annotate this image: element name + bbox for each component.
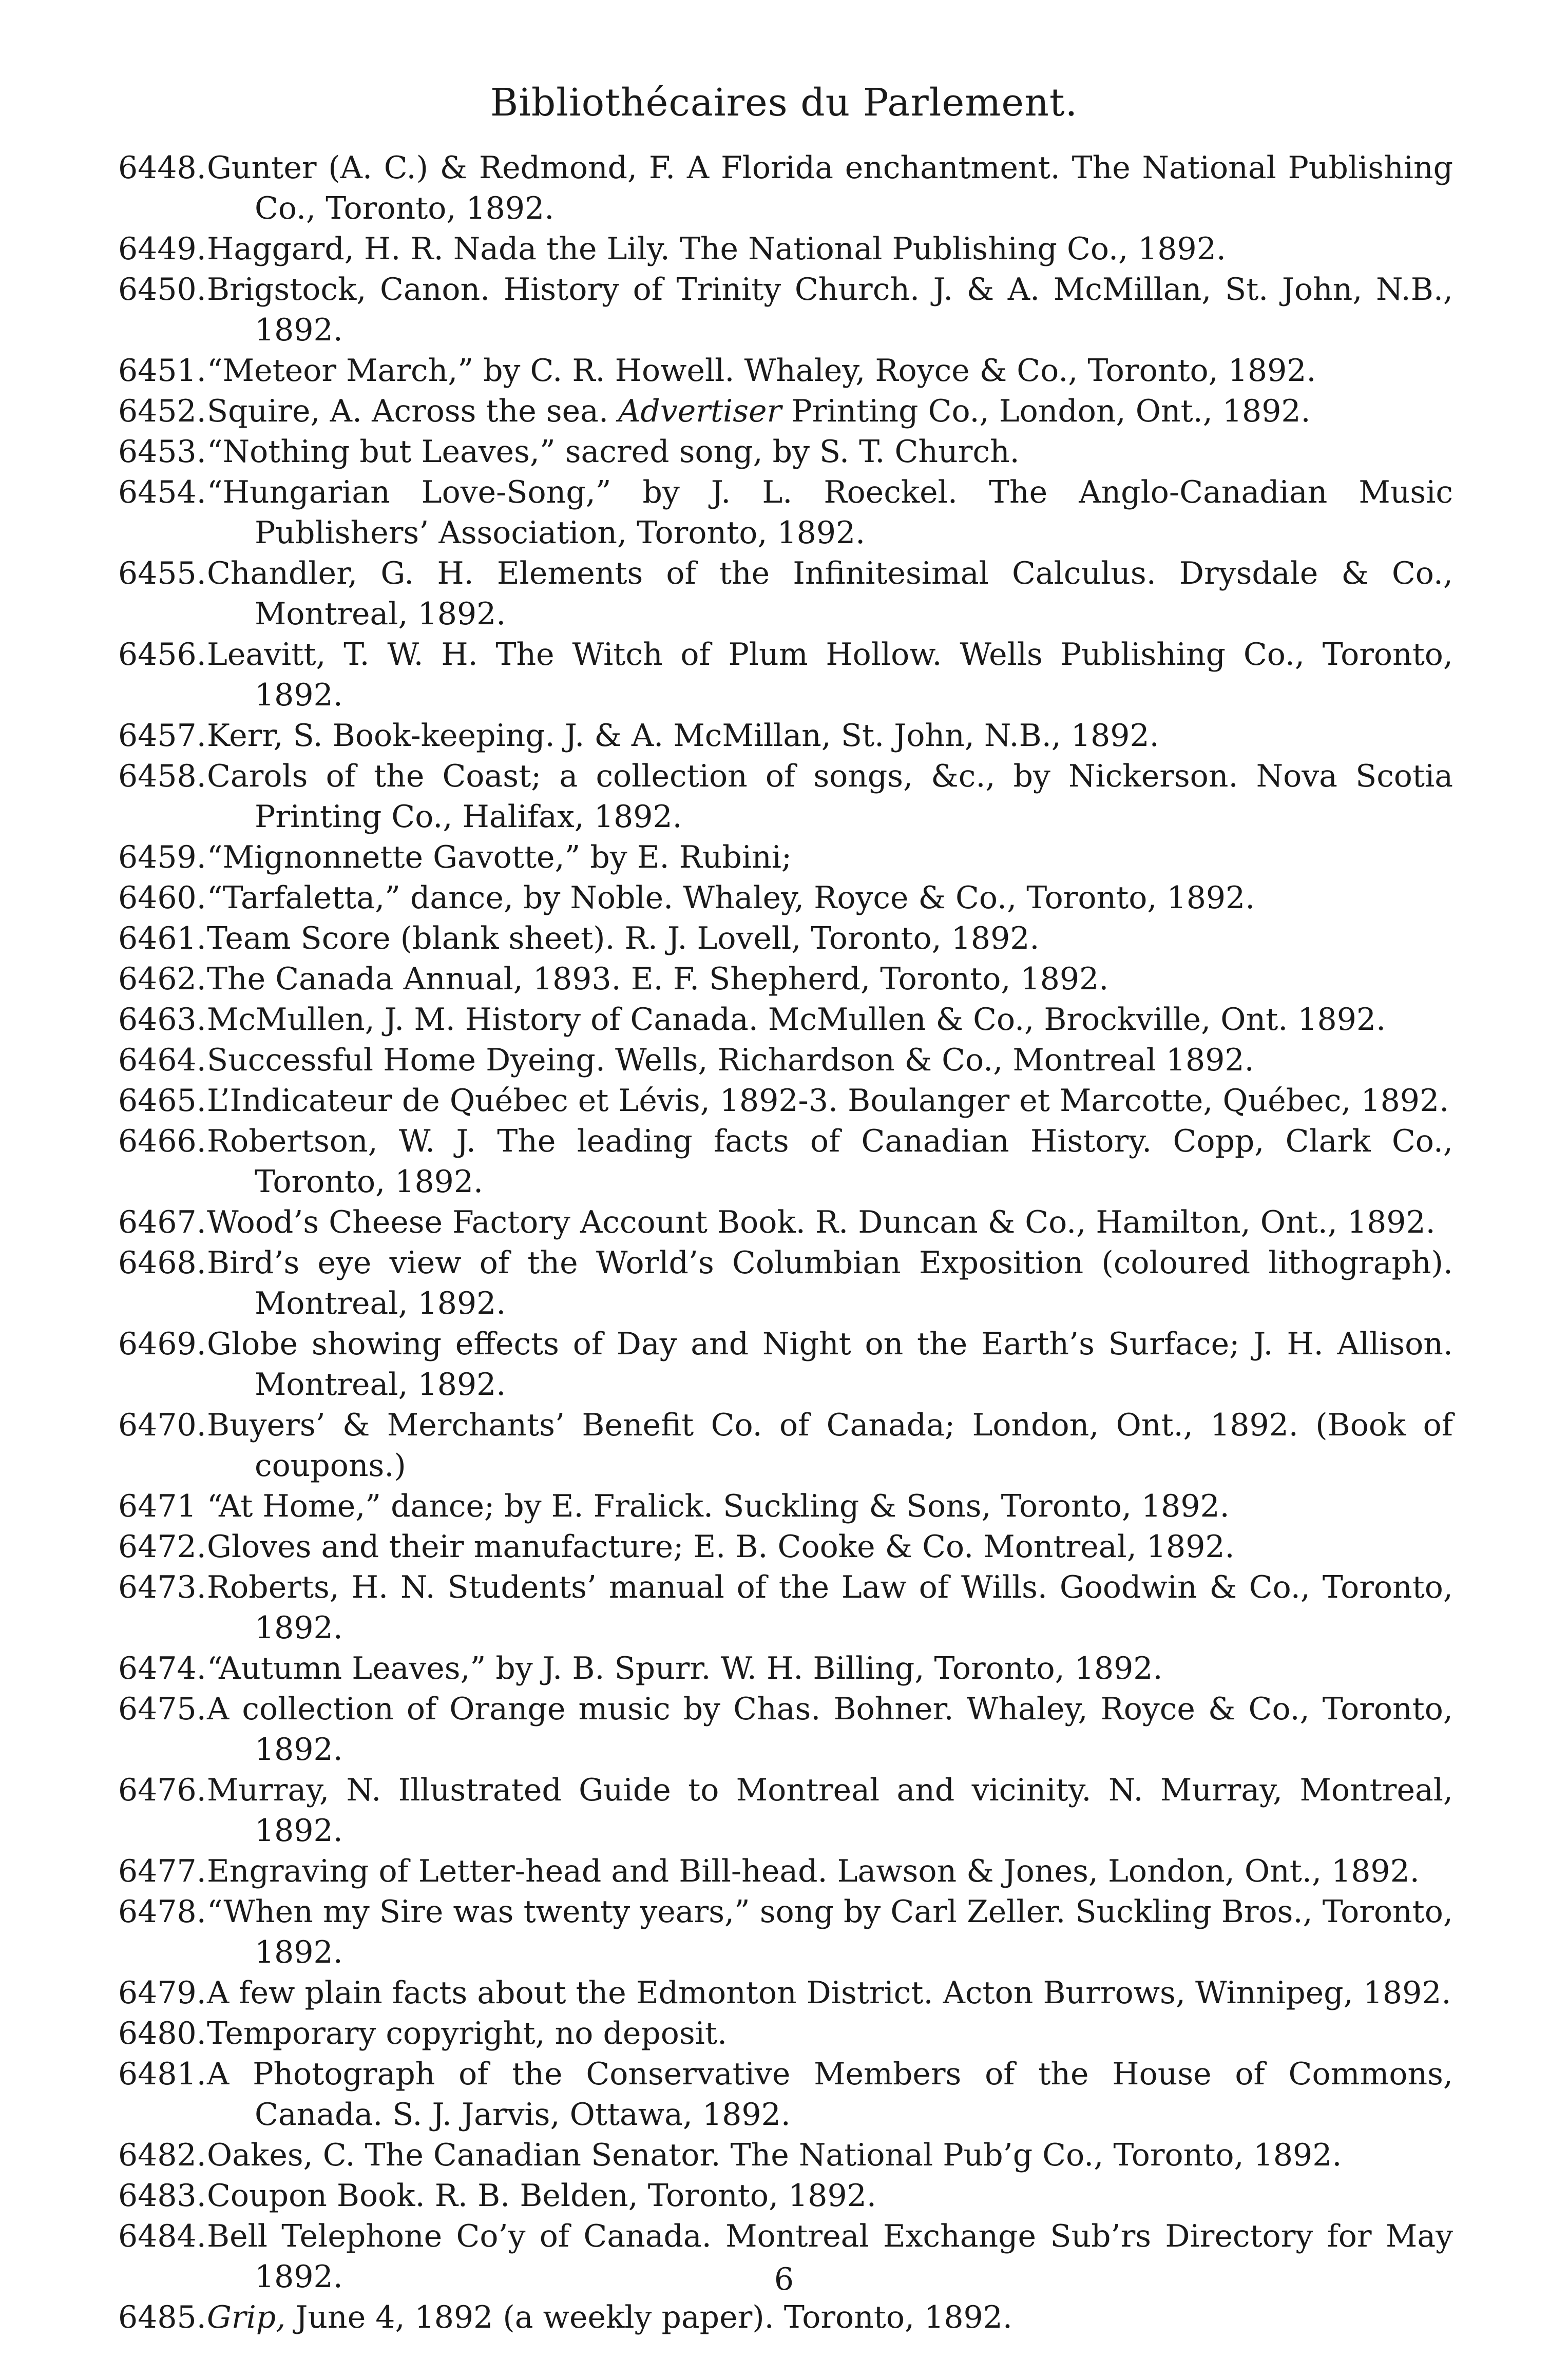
entry-text: “Tarfaletta,” dance, by Noble. Whaley, Royce & Co., Toronto, 1892. [207,880,1255,916]
list-item [118,148,1453,229]
list-item [118,229,1453,270]
entry-text: Coupon Book. R. B. Belden, Toronto, 1892. [207,2178,876,2214]
entry-number: 6464. [118,1042,206,1078]
entry-number: 6449. [118,231,206,267]
list-item [118,1405,1453,1486]
entry-number: 6448. [118,150,206,186]
entry-number: 6453. [118,434,206,470]
list-item [118,918,1453,959]
list-item [118,2176,1453,2216]
entry-number: 6476. [118,1772,206,1808]
entry-number: 6463. [118,1002,206,1038]
list-item [118,878,1453,918]
list-item [118,837,1453,878]
entry-number: 6461. [118,920,206,956]
entry-number: 6483. [118,2178,206,2214]
list-item [118,1851,1453,1892]
entry-text: Murray, N. Illustrated Guide to Montreal and vicinity. N. Murray, Montreal, 1892. [207,1772,1453,1849]
list-item [118,635,1453,716]
list-item [118,1040,1453,1081]
italic-title: Advertiser [618,393,782,429]
list-item [118,1486,1453,1527]
entry-number: 6481. [118,2056,206,2092]
entry-text: A Photograph of the Conservative Members of the House of Commons, Canada. S. J. Jarvis, Ottawa, 1892. [207,2056,1453,2133]
entry-number: 6459. [118,839,206,875]
entry-text: Robertson, W. J. The leading facts of Canadian History. Copp, Clark Co., Toronto, 1892. [207,1123,1453,1200]
entry-text: Brigstock, Canon. History of Trinity Church. J. & A. McMillan, St. John, N.B., 1892. [207,272,1453,348]
entry-number: 6465. [118,1083,206,1119]
entry-text [207,391,1453,432]
list-item [118,472,1453,553]
list-item [118,432,1453,472]
entry-text: Globe showing effects of Day and Night on the Earth’s Surface; J. H. Allison. Montreal, 1892. [207,1326,1453,1403]
list-item [118,2297,1453,2338]
list-item [118,1689,1453,1770]
entry-number: 6457. [118,718,206,754]
entry-number: 6470. [118,1407,206,1443]
entry-number: 6460. [118,880,206,916]
entry-text: McMullen, J. M. History of Canada. McMullen & Co., Brockville, Ont. 1892. [207,1002,1386,1038]
entry-number: 6468. [118,1245,206,1281]
entry-text: “Hungarian Love-Song,” by J. L. Roeckel. The Anglo-Canadian Music Publishers’ Association, Toronto, 1892. [207,474,1453,551]
entry-number: 6455. [118,555,206,591]
entry-text: Carols of the Coast; a collection of songs, &c., by Nickerson. Nova Scotia Printing Co., Halifax, 1892. [207,758,1453,835]
list-item [118,1973,1453,2013]
entry-number: 6469. [118,1326,206,1362]
list-item [118,1527,1453,1567]
entry-text: Engraving of Letter-head and Bill-head. Lawson & Jones, London, Ont., 1892. [207,1853,1420,1889]
list-item [118,391,1453,432]
entry-text: Gloves and their manufacture; E. B. Cooke & Co. Montreal, 1892. [207,1529,1235,1565]
list-item [118,1243,1453,1324]
entry-number: 6467. [118,1204,206,1240]
list-item [118,2013,1453,2054]
entry-text: “Mignonnette Gavotte,” by E. Rubini; [207,839,792,875]
entry-text: Wood’s Cheese Factory Account Book. R. Duncan & Co., Hamilton, Ont., 1892. [207,1204,1436,1240]
entry-text: Kerr, S. Book-keeping. J. & A. McMillan, St. John, N.B., 1892. [207,718,1159,754]
list-item [118,1324,1453,1405]
entry-number: 6477. [118,1853,206,1889]
entry-text-end: Printing Co., London, Ont., 1892. [781,393,1311,429]
list-item [118,1000,1453,1040]
entry-number: 6480. [118,2016,206,2051]
entry-text: Bell Telephone Co’y of Canada. Montreal Exchange Sub’rs Directory for May 1892. [207,2218,1453,2295]
entry-number: 6473. [118,1569,206,1605]
entry-text: “Autumn Leaves,” by J. B. Spurr. W. H. Billing, Toronto, 1892. [207,1651,1163,1686]
entry-number: 6456. [118,637,206,673]
entry-text: L’Indicateur de Québec et Lévis, 1892-3. Boulanger et Marcotte, Québec, 1892. [207,1083,1449,1119]
entry-text: Team Score (blank sheet). R. J. Lovell, Toronto, 1892. [207,920,1040,956]
entry-number: 6466. [118,1123,206,1159]
list-item [118,1892,1453,1973]
entry-text: The Canada Annual, 1893. E. F. Shepherd, Toronto, 1892. [207,961,1109,997]
entry-text: Haggard, H. R. Nada the Lily. The National Publishing Co., 1892. [207,231,1226,267]
italic-title: Grip, [207,2299,286,2335]
entry-text-start: Squire, A. Across the sea. [207,393,619,429]
running-header: Bibliothécaires du Parlement. [490,81,1078,125]
list-item [118,2135,1453,2176]
entry-text: Roberts, H. N. Students’ manual of the Law of Wills. Goodwin & Co., Toronto, 1892. [207,1569,1453,1646]
list-item [118,1648,1453,1689]
entry-text: Leavitt, T. W. H. The Witch of Plum Hollow. Wells Publishing Co., Toronto, 1892. [207,637,1453,713]
entry-number: 6451. [118,353,206,389]
list-item [118,756,1453,837]
entry-text: Gunter (A. C.) & Redmond, F. A Florida enchantment. The National Publishing Co., Toronto, 1892. [207,150,1453,226]
entry-text: Oakes, C. The Canadian Senator. The National Pub’g Co., Toronto, 1892. [207,2137,1342,2173]
list-item [118,959,1453,1000]
entry-number: 6450. [118,272,206,308]
entry-number: 6482. [118,2137,206,2173]
list-item [118,270,1453,351]
list-item [118,1081,1453,1121]
entry-number: 6474. [118,1651,206,1686]
list-item [118,1121,1453,1202]
entry-number: 6454. [118,474,206,510]
entry-number: 6452. [118,393,206,429]
entry-text: Bird’s eye view of the World’s Columbian Exposition (coloured lithograph). Montreal, 1892. [207,1245,1453,1321]
entry-text [207,2297,1453,2338]
list-item [118,2054,1453,2135]
list-item [118,351,1453,391]
entry-text: Successful Home Dyeing. Wells, Richardson & Co., Montreal 1892. [207,1042,1254,1078]
entry-text: “When my Sire was twenty years,” song by Carl Zeller. Suckling Bros., Toronto, 1892. [207,1894,1453,1970]
entry-list [118,148,1453,2338]
entry-number: 6462. [118,961,206,997]
entry-number: 6479. [118,1975,206,2011]
list-item [118,1202,1453,1243]
entry-text: Chandler, G. H. Elements of the Infinitesimal Calculus. Drysdale & Co., Montreal, 1892. [207,555,1453,632]
entry-text: Temporary copyright, no deposit. [207,2016,728,2051]
page-number: 6 [774,2261,794,2297]
entry-text-end: June 4, 1892 (a weekly paper). Toronto, 1892. [285,2299,1012,2335]
list-item [118,553,1453,635]
entry-number: 6478. [118,1894,206,1930]
entry-number: 6472. [118,1529,206,1565]
entry-text: Buyers’ & Merchants’ Benefit Co. of Canada; London, Ont., 1892. (Book of coupons.) [207,1407,1453,1484]
entry-number: 6475. [118,1691,206,1727]
entry-text: “Meteor March,” by C. R. Howell. Whaley, Royce & Co., Toronto, 1892. [207,353,1316,389]
entry-text: “At Home,” dance; by E. Fralick. Suckling & Sons, Toronto, 1892. [207,1488,1230,1524]
entry-text: “Nothing but Leaves,” sacred song, by S. T. Church. [207,434,1020,470]
entry-text: A collection of Orange music by Chas. Bohner. Whaley, Royce & Co., Toronto, 1892. [207,1691,1453,1768]
entry-text: A few plain facts about the Edmonton District. Acton Burrows, Winnipeg, 1892. [207,1975,1451,2011]
entry-number: 6484. [118,2218,206,2254]
entry-number: 6485. [118,2299,206,2335]
entry-number: 6458. [118,758,206,794]
entry-number: 6471 [118,1488,197,1524]
list-item [118,716,1453,756]
list-item [118,1567,1453,1648]
list-item [118,1770,1453,1851]
